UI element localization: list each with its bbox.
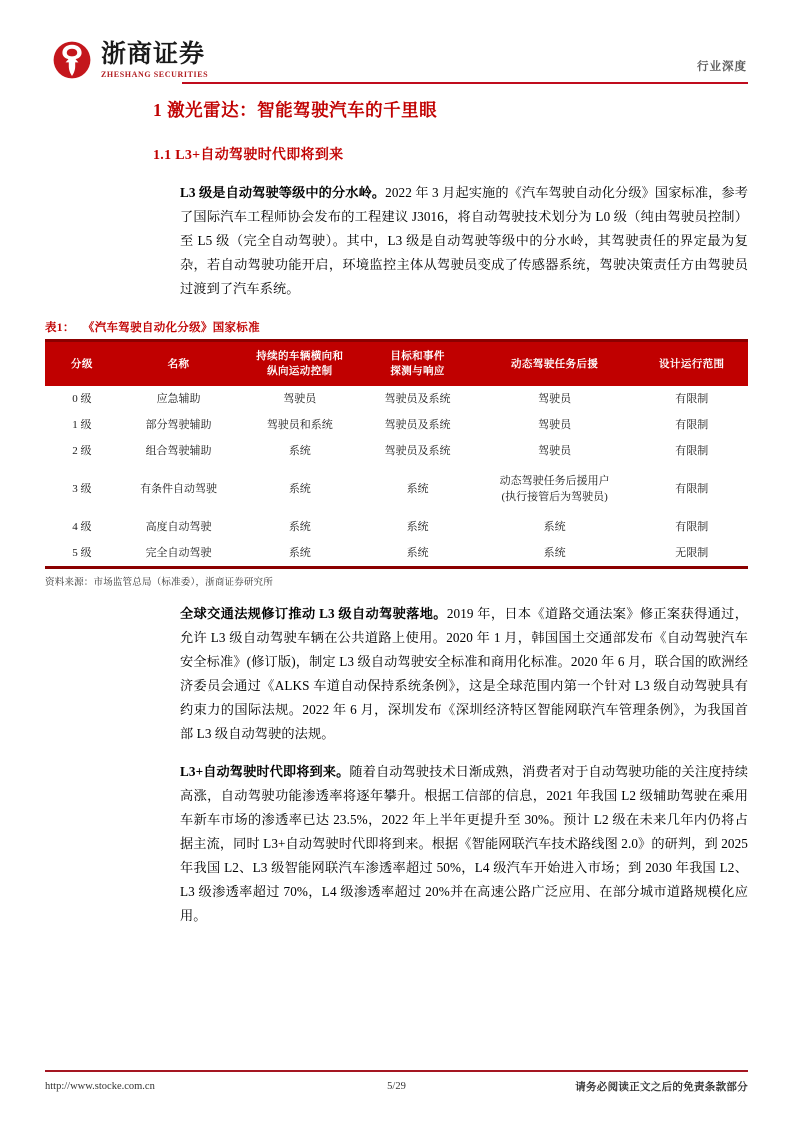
cell-fallback: 驾驶员 (538, 445, 572, 457)
cell-lateral: 系统 (288, 521, 311, 533)
paragraph-2-text: 2019 年，日本《道路交通法案》修正案获得通过，允许 L3 级自动驾驶车辆在公共道路上使用。2020 年 1 月，韩国国土交通部发布《自动驾驶汽车安全标准》(修订版)，制定 L3 级自动驾驶安全标准和商用化标准。2020 年 6 月，联合国的欧洲经济委员会通过《ALKS 车道自动保持系统条例》，这是全球范围内第一个针对 L3 级自动驾驶具有约束力的国际法规。2022 年 6 月，深圳发布《深圳经济特区智能网联汽车管理条例》，为我国首部 L3 级自动驾驶的法规。 (180, 606, 749, 741)
paragraph-2-lead: 全球交通法规修订推动 L3 级自动驾驶落地。 (180, 606, 447, 621)
table-row (45, 412, 748, 438)
logo-wordmark (101, 40, 208, 79)
cell-name: 有条件自动驾驶 (140, 483, 218, 495)
cell-name: 部分驾驶辅助 (145, 419, 212, 431)
footer-page-number: 5/29 (387, 1081, 406, 1092)
cell-lateral: 系统 (288, 547, 311, 559)
cell-lateral: 系统 (288, 483, 311, 495)
table-row (45, 438, 748, 464)
cell-detection: 系统 (406, 483, 429, 495)
cell-detection: 系统 (406, 521, 429, 533)
table-block (45, 319, 748, 588)
paragraph-1-text: 2022 年 3 月起实施的《汽车驾驶自动化分级》国家标准，参考了国际汽车工程师协会发布的工程建议 J3016，将自动驾驶技术划分为 L0 级（纯由驾驶员控制）至 L5 级（完全自动驾驶）。其中，L3 级是自动驾驶等级中的分水岭，其驾驶责任的界定最为复杂，若自动驾驶功能开启，环境监控主体从驾驶员变成了传感器系统，驾驶决策责任方由驾驶员过渡到了汽车系统。 (180, 185, 748, 296)
paragraph-2 (45, 588, 748, 746)
cell-name: 组合驾驶辅助 (145, 445, 212, 457)
zheshang-logo-mark-icon (52, 40, 92, 80)
table-caption-title: 《汽车驾驶自动化分级》国家标准 (88, 322, 260, 334)
cell-fallback: 系统 (543, 521, 566, 533)
table-head (45, 341, 748, 387)
cell-fallback-line-2: (执行接管后为驾驶员) (501, 491, 608, 503)
col-header-odd: 设计运行范围 (635, 341, 748, 387)
col-header-fallback: 动态驾驶任务后援 (474, 341, 636, 387)
cell-fallback: 驾驶员 (538, 419, 572, 431)
col-header-lateral-line-2: 纵向运动控制 (267, 366, 333, 377)
cell-detection: 驾驶员及系统 (384, 445, 451, 457)
logo-name-en: ZHESHANG SECURITIES (101, 70, 209, 79)
paragraph-1-lead: L3 级是自动驾驶等级中的分水岭。 (180, 185, 386, 200)
col-header-lateral-control (238, 341, 361, 387)
table-body (45, 386, 748, 568)
cell-level: 3 级 (72, 483, 92, 495)
cell-lateral: 驾驶员 (283, 393, 317, 405)
table-row (45, 514, 748, 540)
paragraph-3-text: 随着自动驾驶技术日渐成熟，消费者对于自动驾驶功能的关注度持续高涨，自动驾驶功能渗透率将逐年攀升。根据工信部的信息，2021 年我国 L2 级辅助驾驶在乘用车新车市场的渗透率已达 23.5%，2022 年上半年更提升至 30%。预计 L2 级在未来几年内仍将占据主流，同时 L3+自动驾驶时代即将到来。根据《智能网联汽车技术路线图 2.0》的研判，到 2025 年我国 L2、L3 级智能网联汽车渗透率超过 50%，L4 级汽车开始进入市场；到 2030 年我国 L2、L3 级渗透率超过 70%，L4 级渗透率超过 20%并在高速公路广泛应用、在部分城市道路规模化应用。 (180, 764, 748, 923)
table-header-row (45, 341, 748, 387)
cell-odd: 有限制 (675, 521, 709, 533)
footer-disclaimer: 请务必阅读正文之后的免责条款部分 (575, 1082, 749, 1093)
cell-detection: 驾驶员及系统 (384, 419, 451, 431)
company-logo (52, 40, 208, 80)
col-header-level: 分级 (45, 341, 119, 387)
cell-level: 4 级 (72, 521, 92, 533)
col-header-detection-line-2: 探测与响应 (390, 366, 445, 377)
footer-url[interactable]: http://www.stocke.com.cn (45, 1081, 155, 1092)
cell-name: 完全自动驾驶 (145, 547, 212, 559)
logo-name-cn: 浙商证券 (101, 41, 206, 68)
col-header-name: 名称 (119, 341, 239, 387)
paragraph-3 (45, 746, 748, 928)
page-header (0, 0, 793, 92)
cell-level: 1 级 (72, 419, 92, 431)
col-header-detection (361, 341, 473, 387)
cell-odd: 有限制 (675, 445, 709, 457)
table-row (45, 464, 748, 514)
cell-fallback: 系统 (543, 547, 566, 559)
table-row (45, 540, 748, 568)
section-heading: 1 激光雷达：智能驾驶汽车的千里眼 (153, 100, 438, 120)
cell-odd: 有限制 (675, 393, 709, 405)
header-report-type: 行业深度 (697, 61, 747, 73)
col-header-lateral-line-1: 持续的车辆横向和 (256, 351, 344, 362)
cell-name: 应急辅助 (156, 393, 201, 405)
cell-detection: 系统 (406, 547, 429, 559)
page-footer (45, 1070, 748, 1094)
automation-levels-table (45, 339, 748, 569)
cell-level: 2 级 (72, 445, 92, 457)
cell-fallback (474, 464, 636, 514)
table-caption (45, 319, 748, 339)
paragraph-1 (45, 167, 748, 301)
table-source: 资料来源：市场监管总局（标准委），浙商证券研究所 (45, 578, 274, 588)
cell-lateral: 驾驶员和系统 (266, 419, 333, 431)
page-content (45, 96, 748, 928)
cell-fallback: 驾驶员 (538, 393, 572, 405)
footer-row (45, 1079, 748, 1094)
cell-level: 5 级 (72, 547, 92, 559)
cell-detection: 驾驶员及系统 (384, 393, 451, 405)
cell-fallback-line-1: 动态驾驶任务后援用户 (499, 475, 610, 487)
footer-divider (45, 1070, 748, 1072)
paragraph-3-lead: L3+自动驾驶时代即将到来。 (180, 764, 350, 779)
cell-level: 0 级 (72, 393, 92, 405)
table-row (45, 386, 748, 412)
cell-odd: 有限制 (675, 483, 709, 495)
cell-odd: 无限制 (675, 547, 709, 559)
cell-lateral: 系统 (288, 445, 311, 457)
table-caption-number: 表1： (45, 322, 75, 334)
cell-name: 高度自动驾驶 (145, 521, 212, 533)
col-header-detection-line-1: 目标和事件 (390, 351, 445, 362)
subsection-heading: 1.1 L3+自动驾驶时代即将到来 (153, 148, 344, 163)
header-divider (182, 82, 748, 84)
cell-odd: 有限制 (675, 419, 709, 431)
